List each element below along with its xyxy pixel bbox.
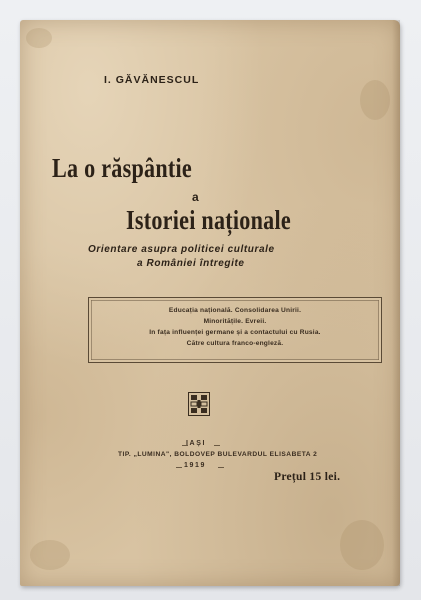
contents-box bbox=[88, 297, 382, 363]
subtitle-line-1: Orientare asupra politicei culturale bbox=[88, 244, 275, 255]
title-line-1: La o răspântie bbox=[52, 153, 192, 183]
divider bbox=[214, 445, 220, 446]
paper-stain bbox=[360, 80, 390, 120]
paper-stain bbox=[26, 28, 52, 48]
subtitle-line-2: a României întregite bbox=[137, 258, 245, 269]
contents-line: Minoritățile. Evreii. bbox=[203, 318, 267, 325]
contents-line: Către cultura franco-engleză. bbox=[186, 340, 284, 347]
title-conjunction: a bbox=[192, 190, 199, 204]
title-line-2: Istoriei naționale bbox=[126, 205, 291, 235]
paper-stain bbox=[30, 540, 70, 570]
contents-line: In fața influenței germane și a contactului cu Rusia. bbox=[149, 329, 321, 336]
divider bbox=[176, 467, 182, 468]
divider bbox=[218, 467, 224, 468]
price-label: Prețul 15 lei. bbox=[274, 471, 341, 483]
imprint-city: IAȘI bbox=[186, 440, 207, 447]
printer-ornament-icon bbox=[188, 392, 210, 416]
author-name: I. GĂVĂNESCUL bbox=[104, 74, 200, 86]
paper-stain bbox=[340, 520, 384, 570]
contents-line: Educația națională. Consolidarea Unirii. bbox=[168, 307, 302, 314]
imprint-year: 1919 bbox=[184, 462, 206, 469]
imprint-printer: TIP. „LUMINA", BOLDOVEP BULEVARDUL ELISABETA 2 bbox=[118, 451, 318, 458]
